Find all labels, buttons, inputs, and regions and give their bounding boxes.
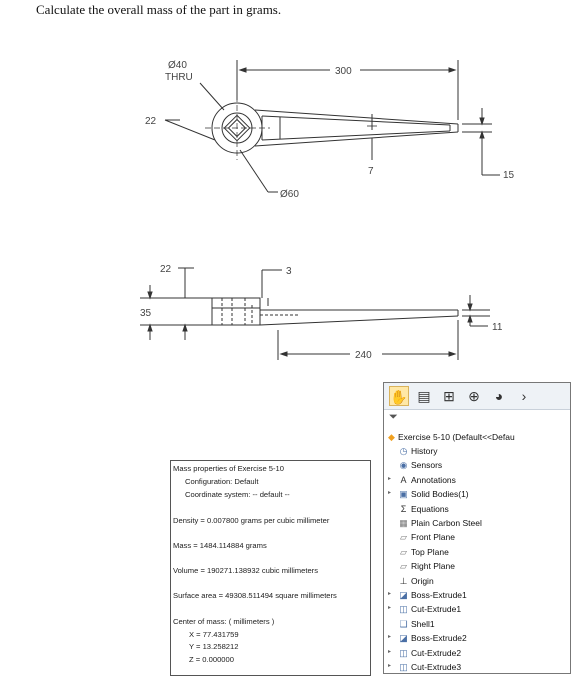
cut-extrude-icon: ◫	[399, 662, 408, 672]
tree-item[interactable]	[384, 647, 570, 661]
expand-arrow-icon[interactable]: ▸	[388, 591, 392, 597]
shell-icon: ❑	[399, 618, 408, 629]
total-height-label: 35	[140, 308, 152, 319]
center-of-mass-label: Center of mass: ( millimeters )	[173, 617, 275, 626]
configuration-text: Configuration: Default	[185, 477, 259, 486]
tree-item-label: Equations	[411, 503, 449, 514]
com-x-text: X = 77.431759	[189, 630, 239, 639]
com-z-text: Z = 0.000000	[189, 655, 234, 664]
plane-icon: ▱	[400, 532, 407, 543]
property-manager-tab-icon[interactable]: ▤	[417, 388, 431, 404]
tip-height-label: 11	[492, 322, 503, 333]
tree-item-label: Solid Bodies(1)	[411, 489, 469, 500]
expand-arrow-icon[interactable]: ▸	[388, 605, 392, 612]
sensors-icon: ◉	[399, 460, 408, 471]
thru-label: THRU	[165, 72, 193, 83]
volume-text: Volume = 190271.138932 cubic millimeters	[173, 566, 319, 575]
tree-item[interactable]	[384, 503, 570, 517]
com-y-text: Y = 13.258212	[189, 642, 239, 651]
tree-item[interactable]	[384, 575, 570, 589]
feature-tree-toolbar	[384, 383, 570, 410]
tree-item[interactable]	[384, 531, 570, 545]
tree-item[interactable]	[384, 589, 570, 603]
solid-bodies-icon: ▣	[399, 489, 408, 500]
tree-item-label: Annotations	[411, 474, 456, 485]
tree-item[interactable]	[384, 618, 570, 632]
tree-item[interactable]	[384, 488, 570, 502]
boss-extrude-icon: ◪	[399, 633, 408, 644]
tree-item-label: Boss-Extrude2	[411, 633, 467, 644]
expand-arrow-icon[interactable]: ▸	[388, 663, 392, 669]
cut-extrude-icon: ◫	[399, 604, 408, 615]
tree-item[interactable]	[384, 445, 570, 459]
history-icon: ◷	[399, 446, 408, 456]
tree-item[interactable]	[384, 517, 570, 531]
surface-area-text: Surface area = 49308.511494 square millimeters	[173, 591, 337, 600]
tip-dim-label: 15	[503, 170, 515, 181]
configuration-manager-tab-icon[interactable]: ⊞	[443, 388, 455, 404]
plane-icon: ▱	[400, 561, 407, 572]
expand-arrow-icon[interactable]: ▸	[388, 475, 392, 482]
slot-dim-label: 3	[286, 266, 292, 277]
tree-item-label: Front Plane	[411, 532, 455, 543]
hole-dim-label: Ø40	[168, 60, 187, 71]
feature-manager-tree	[383, 382, 571, 674]
tree-item[interactable]	[384, 459, 570, 473]
density-text: Density = 0.007800 grams per cubic millimeter	[173, 516, 330, 525]
offset-dim-label: 22	[145, 116, 157, 127]
mass-text: Mass = 1484.114884 grams	[173, 541, 267, 550]
coord-system-text: Coordinate system: -- default --	[185, 490, 290, 499]
material-icon: ▦	[399, 518, 408, 528]
tree-root-label: Exercise 5-10 (Default<<Defau	[398, 432, 515, 442]
origin-icon: ⊥	[399, 575, 408, 586]
mass-properties-panel	[170, 460, 371, 676]
tree-item-label: Right Plane	[411, 561, 455, 572]
taper-length-label: 240	[355, 350, 372, 361]
tree-item-label: Top Plane	[411, 546, 449, 557]
expand-arrow-icon[interactable]: ▸	[388, 634, 392, 641]
expand-arrow-icon[interactable]: ▸	[388, 648, 392, 655]
boss-extrude-icon: ◪	[399, 590, 408, 600]
equations-icon: Σ	[400, 503, 407, 514]
length-dim-label: 300	[335, 66, 352, 77]
tree-item-label: History	[411, 446, 438, 456]
tree-item-label: Shell1	[411, 618, 435, 629]
tree-item-label: Cut-Extrude3	[411, 662, 462, 672]
tree-item-label: Plain Carbon Steel	[411, 518, 482, 528]
cut-extrude-icon: ◫	[399, 647, 408, 658]
expand-arrow-icon[interactable]: ▸	[388, 490, 392, 497]
dimxpert-tab-icon[interactable]: ⊕	[468, 388, 480, 404]
plane-icon: ▱	[400, 546, 407, 557]
chevron-right-icon[interactable]: ›	[521, 388, 527, 404]
tree-item-label: Cut-Extrude2	[411, 647, 462, 658]
annotations-icon: A	[400, 474, 407, 485]
feature-manager-tab-icon[interactable]: ✋	[389, 386, 409, 406]
tree-item-label: Boss-Extrude1	[411, 590, 467, 600]
display-manager-tab-icon[interactable]: ◕	[494, 388, 504, 404]
boss-height-label: 22	[160, 264, 172, 275]
tree-item[interactable]	[384, 474, 570, 488]
question-text: Calculate the overall mass of the part in grams.	[36, 2, 282, 17]
tree-item-label: Sensors	[411, 460, 443, 471]
tree-item[interactable]	[384, 661, 570, 674]
tree-item[interactable]	[384, 560, 570, 574]
tree-root[interactable]	[384, 431, 570, 445]
tree-item[interactable]	[384, 632, 570, 646]
outer-dia-label: Ø60	[280, 189, 299, 200]
mass-props-title: Mass properties of Exercise 5-10	[173, 464, 284, 473]
tree-item-label: Cut-Extrude1	[411, 604, 462, 615]
tree-item[interactable]	[384, 603, 570, 617]
part-icon: ◆	[388, 432, 395, 442]
tree-item-label: Origin	[411, 575, 434, 586]
rib-dim-label: 7	[368, 166, 374, 177]
tree-item[interactable]	[384, 546, 570, 560]
filter-icon[interactable]: ⏷	[389, 411, 398, 423]
